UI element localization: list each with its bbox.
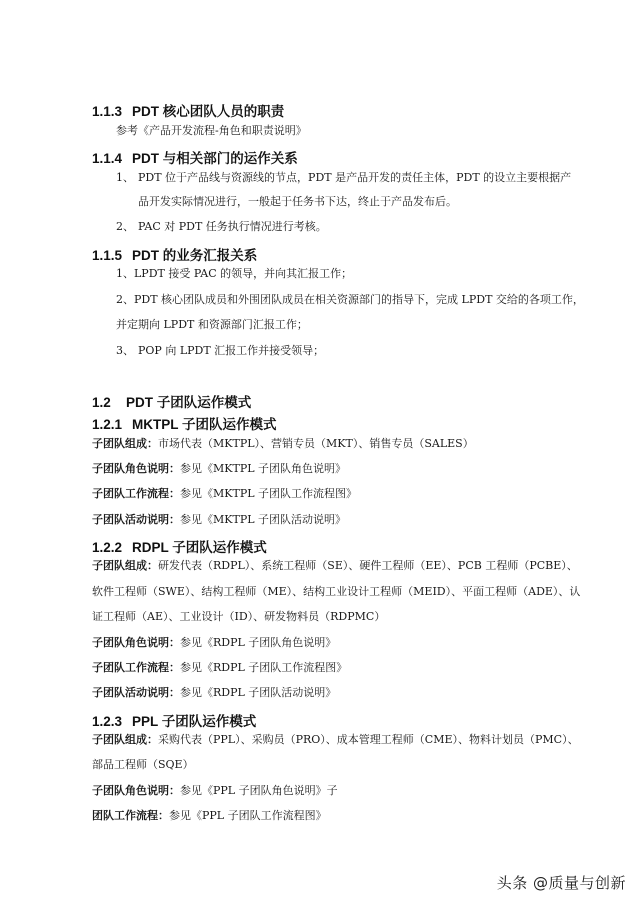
field-value: 市场代表（MKTPL）、营销专员（MKT）、销售专员（SALES） <box>158 437 474 450</box>
field-label: 子团队组成： <box>92 733 158 746</box>
heading-title: MKTPL 子团队运作模式 <box>132 417 277 432</box>
list-item-continuation: 并定期向 LPDT 和资源部门汇报工作； <box>116 318 308 331</box>
list-item: 2、PDT 核心团队成员和外围团队成员在相关资源部门的指导下，完成 LPDT 交给的各项工作， <box>116 293 584 306</box>
field-value: 研发代表（RDPL）、系统工程师（SE）、硬件工程师（EE）、PCB 工程师（PCBE）、 <box>158 559 578 572</box>
heading-1-2 <box>92 391 251 411</box>
list-number: 1、 <box>116 171 134 184</box>
list-text: PAC 对 PDT 任务执行情况进行考核。 <box>138 220 327 233</box>
field-label: 团队工作流程： <box>92 809 169 822</box>
team-workflow-ref <box>92 808 327 824</box>
field-label: 子团队组成： <box>92 437 158 450</box>
field-value: 参见《PPL 子团队工作流程图》 <box>169 809 327 822</box>
field-value: 参见《RDPL 子团队角色说明》 <box>180 636 337 649</box>
heading-title: PPL 子团队运作模式 <box>132 714 257 729</box>
team-activity-ref <box>92 685 336 701</box>
team-role-ref <box>92 783 338 799</box>
heading-number: 1.2.1 <box>92 417 123 432</box>
heading-1-1-5 <box>92 244 257 264</box>
list-number: 3、 <box>116 344 134 357</box>
team-workflow-ref <box>92 660 347 676</box>
field-label: 子团队活动说明： <box>92 513 180 526</box>
heading-1-2-3 <box>92 710 256 730</box>
team-composition-continuation: 证工程师（AE）、工业设计（ID）、研发物料员（RDPMC） <box>92 610 386 623</box>
team-composition <box>92 732 579 748</box>
team-composition-continuation: 软件工程师（SWE）、结构工程师（ME）、结构工业设计工程师（MEID）、平面工程师（ADE）、认 <box>92 585 581 598</box>
team-activity-ref <box>92 512 346 528</box>
list-text: POP 向 LPDT 汇报工作并接受领导； <box>138 344 325 357</box>
field-value: 参见《RDPL 子团队活动说明》 <box>180 686 337 699</box>
field-value: 参见《MKTPL 子团队工作流程图》 <box>180 487 358 500</box>
heading-number: 1.2.2 <box>92 540 123 555</box>
heading-title: PDT 与相关部门的运作关系 <box>132 151 298 166</box>
team-composition <box>92 558 578 574</box>
team-workflow-ref <box>92 486 357 502</box>
heading-title: PDT 的业务汇报关系 <box>132 248 258 263</box>
list-number: 2、 <box>116 220 134 233</box>
team-role-ref <box>92 635 336 651</box>
team-composition <box>92 436 474 452</box>
team-role-ref <box>92 461 346 477</box>
heading-title: PDT 核心团队人员的职责 <box>132 104 285 119</box>
list-item <box>116 170 571 186</box>
reference-text: 参考《产品开发流程-角色和职责说明》 <box>116 124 307 137</box>
heading-number: 1.2 <box>92 395 111 410</box>
team-composition-continuation: 部品工程师（SQE） <box>92 758 194 771</box>
list-item <box>116 219 327 235</box>
heading-title: RDPL 子团队运作模式 <box>132 540 267 555</box>
field-label: 子团队活动说明： <box>92 686 180 699</box>
heading-1-2-2 <box>92 536 267 556</box>
heading-number: 1.2.3 <box>92 714 123 729</box>
heading-number: 1.1.4 <box>92 151 123 166</box>
field-label: 子团队工作流程： <box>92 487 180 500</box>
heading-number: 1.1.3 <box>92 104 123 119</box>
list-item <box>116 343 324 359</box>
heading-1-1-3 <box>92 100 284 120</box>
field-value: 采购代表（PPL）、采购员（PRO）、成本管理工程师（CME）、物料计划员（PMC）、 <box>158 733 579 746</box>
list-text: PDT 位于产品线与资源线的节点，PDT 是产品开发的责任主体，PDT 的设立主要根据产 <box>138 171 572 184</box>
list-item: 1、LPDT 接受 PAC 的领导，并向其汇报工作； <box>116 267 353 280</box>
heading-1-1-4 <box>92 147 298 167</box>
field-label: 子团队角色说明： <box>92 462 180 475</box>
heading-title: PDT 子团队运作模式 <box>126 395 252 410</box>
field-label: 子团队工作流程： <box>92 661 180 674</box>
watermark-text: 头条 @质量与创新 <box>496 874 626 892</box>
heading-1-2-1 <box>92 413 277 433</box>
field-value: 参见《MKTPL 子团队活动说明》 <box>180 513 347 526</box>
field-label: 子团队组成： <box>92 559 158 572</box>
field-value: 参见《MKTPL 子团队角色说明》 <box>180 462 347 475</box>
field-value: 参见《PPL 子团队角色说明》子 <box>180 784 338 797</box>
list-item-continuation: 品开发实际情况进行，一般起于任务书下达，终止于产品发布后。 <box>138 195 457 208</box>
field-label: 子团队角色说明： <box>92 636 180 649</box>
heading-number: 1.1.5 <box>92 248 123 263</box>
field-value: 参见《RDPL 子团队工作流程图》 <box>180 661 348 674</box>
field-label: 子团队角色说明： <box>92 784 180 797</box>
